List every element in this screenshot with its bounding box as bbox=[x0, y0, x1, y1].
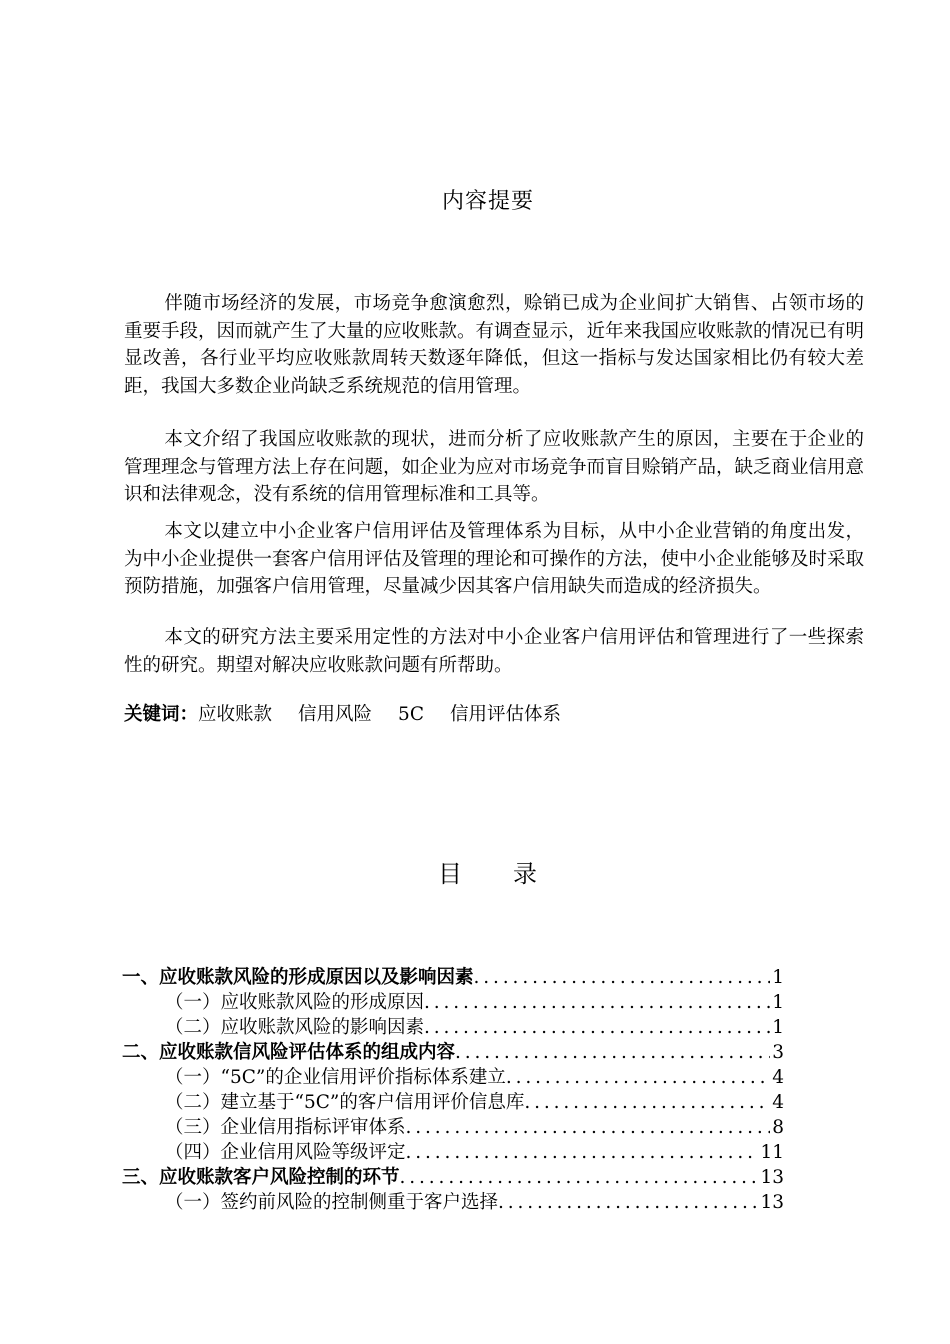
toc-entry[interactable]: （一）“5C”的企业信用评价指标体系建立 . . . 4 bbox=[165, 1063, 784, 1089]
toc-entry[interactable]: （二）应收账款风险的影响因素 . . . 1 bbox=[165, 1013, 784, 1039]
abstract-paragraph: 伴随市场经济的发展，市场竞争愈演愈烈，赊销已成为企业间扩大销售、占领市场的重要手段，因而就产生了大量的应收账款。有调查显示，近年来我国应收账款的情况已有明显改善，各行业平均应收账款周转天数逐年降低，但这一指标与发达国家相比仍有较大差距，我国大多数企业尚缺乏系统规范的信用管理。 bbox=[124, 293, 865, 397]
keyword: 信用风险 bbox=[298, 704, 373, 725]
abstract-paragraph: 本文以建立中小企业客户信用评估及管理体系为目标，从中小企业营销的角度出发，为中小企业提供一套客户信用评估及管理的理论和可操作的方法，使中小企业能够及时采取预防措施，加强客户信用管理，尽量减少因其客户信用缺失而造成的经济损失。 bbox=[124, 521, 865, 597]
abstract-title: 内容提要 bbox=[441, 189, 534, 214]
keyword: 信用评估体系 bbox=[449, 704, 561, 725]
toc-entry[interactable]: （一）应收账款风险的形成原因 . . . 1 bbox=[165, 988, 784, 1014]
toc-entry[interactable]: （一）签约前风险的控制侧重于客户选择 . . . 13 bbox=[165, 1188, 784, 1214]
toc-entry[interactable]: 二、应收账款信风险评估体系的组成内容 . . . 3 bbox=[122, 1038, 784, 1064]
abstract-paragraph: 本文介绍了我国应收账款的现状，进而分析了应收账款产生的原因，主要在于企业的管理理念与管理方法上存在问题，如企业为应对市场竞争而盲目赊销产品，缺乏商业信用意识和法律观念，没有系统的信用管理标准和工具等。 bbox=[124, 429, 865, 505]
toc-entry[interactable]: （三）企业信用指标评审体系 . . . 8 bbox=[165, 1113, 784, 1139]
keywords-line bbox=[124, 700, 561, 726]
toc-entry[interactable]: 一、应收账款风险的形成原因以及影响因素 . . . 1 bbox=[122, 963, 784, 989]
keyword: 5C bbox=[398, 704, 424, 725]
abstract-paragraph: 本文的研究方法主要采用定性的方法对中小企业客户信用评估和管理进行了一些探索性的研究。期望对解决应收账款问题有所帮助。 bbox=[124, 627, 864, 676]
keywords-label: 关键词： bbox=[124, 704, 199, 725]
toc-entry[interactable]: （四）企业信用风险等级评定 . . . 11 bbox=[165, 1138, 784, 1164]
toc-entry[interactable]: （二）建立基于“5C”的客户信用评价信息库 . . . 4 bbox=[165, 1088, 784, 1114]
toc-entry[interactable]: 三、应收账款客户风险控制的环节 . . . 13 bbox=[122, 1163, 784, 1189]
keyword: 应收账款 bbox=[198, 704, 273, 725]
toc-title: 目 录 bbox=[438, 860, 538, 888]
